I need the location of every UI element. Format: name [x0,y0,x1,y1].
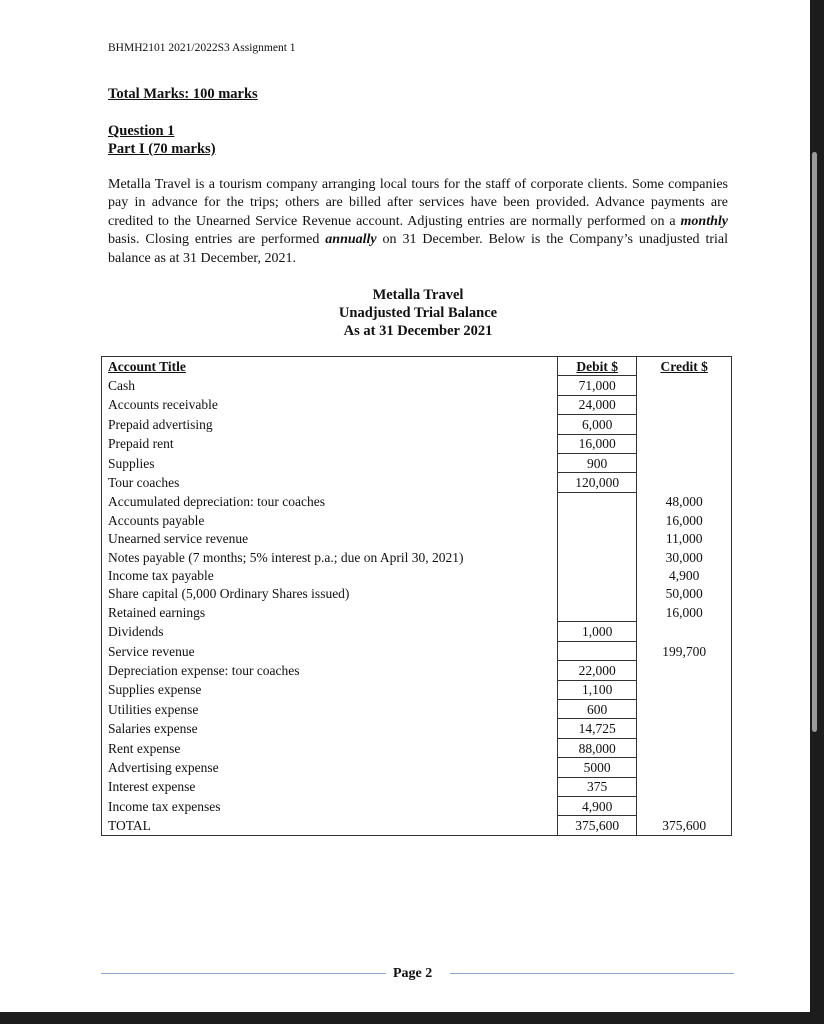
question-heading [108,122,216,158]
company-name: Metalla Travel [372,287,464,303]
credit-cell [637,415,732,434]
table-row [102,395,732,414]
table-row [102,641,732,660]
credit-cell: 375,600 [637,816,732,835]
table-row [102,700,732,719]
question-title: Question 1 [108,123,175,139]
account-title-cell: Service revenue [102,641,558,660]
credit-cell [637,395,732,414]
header-debit: Debit $ [557,357,637,376]
credit-cell [637,796,732,815]
table-row [102,719,732,738]
account-title-cell: Interest expense [102,777,558,796]
debit-cell: 24,000 [557,395,637,414]
emphasis-annually: annually [325,232,377,248]
debit-cell [557,641,637,660]
account-title-cell: Share capital (5,000 Ordinary Shares issued) [102,585,558,603]
table-row [102,661,732,680]
account-title-cell: Notes payable (7 months; 5% interest p.a.; due on April 30, 2021) [102,548,558,566]
debit-cell: 375,600 [557,816,637,835]
table-row [102,548,732,566]
footer-rule-left [101,973,386,974]
credit-cell: 16,000 [637,603,732,622]
credit-cell: 48,000 [637,492,732,511]
account-title-cell: Tour coaches [102,473,558,492]
paragraph-text-1: Metalla Travel is a tourism company arranging local tours for the staff of corporate clients. Some companies pay in advance for the trips; others are billed after services have been provided. Advance payments are credited to the Unearned Service Revenue account. Adjusting entries are normally performed on a [108,177,728,229]
account-title-cell: Supplies expense [102,680,558,699]
credit-cell [637,453,732,472]
credit-cell [637,777,732,796]
account-title-cell: Depreciation expense: tour coaches [102,661,558,680]
table-row [102,566,732,584]
intro-paragraph [108,176,728,268]
debit-cell [557,511,637,529]
footer-rule-right [450,973,734,974]
account-title-cell: Prepaid rent [102,434,558,453]
credit-cell [637,700,732,719]
debit-cell: 14,725 [557,719,637,738]
statement-date: As at 31 December 2021 [343,323,493,339]
trial-balance-table [101,356,732,836]
table-row [102,376,732,395]
credit-cell: 30,000 [637,548,732,566]
account-title-cell: Rent expense [102,738,558,757]
credit-cell [637,738,732,757]
header-account-title: Account Title [102,357,558,376]
account-title-cell: Dividends [102,622,558,641]
credit-cell: 16,000 [637,511,732,529]
credit-cell [637,376,732,395]
debit-cell: 16,000 [557,434,637,453]
table-row [102,473,732,492]
credit-cell [637,434,732,453]
credit-cell [637,758,732,777]
table-row [102,603,732,622]
debit-cell: 120,000 [557,473,637,492]
viewer-frame-bottom [0,1012,824,1024]
debit-cell [557,585,637,603]
debit-cell: 22,000 [557,661,637,680]
document-header: BHMH2101 2021/2022S3 Assignment 1 [108,42,296,54]
account-title-cell: Unearned service revenue [102,530,558,548]
paragraph-text-2: basis. Closing entries are performed [108,232,326,248]
credit-cell: 199,700 [637,641,732,660]
account-title-cell: Accounts receivable [102,395,558,414]
account-title-cell: TOTAL [102,816,558,835]
debit-cell: 6,000 [557,415,637,434]
table-row [102,453,732,472]
debit-cell [557,566,637,584]
debit-cell: 1,000 [557,622,637,641]
statement-title: Unadjusted Trial Balance [338,305,498,321]
credit-cell [637,473,732,492]
emphasis-monthly: monthly [680,213,728,229]
table-row [102,530,732,548]
debit-cell: 5000 [557,758,637,777]
debit-cell: 900 [557,453,637,472]
table-row [102,816,732,835]
account-title-cell: Supplies [102,453,558,472]
debit-cell: 600 [557,700,637,719]
table-row [102,680,732,699]
table-row [102,492,732,511]
credit-cell: 11,000 [637,530,732,548]
account-title-cell: Utilities expense [102,700,558,719]
table-row [102,585,732,603]
paragraph-text-3: on 31 December. Below is the Company’s unadjusted trial balance as at 31 December, 2021. [108,232,729,266]
debit-cell: 88,000 [557,738,637,757]
page-number: Page 2 [393,966,433,981]
total-marks: Total Marks: 100 marks [108,86,258,102]
header-credit: Credit $ [637,357,732,376]
debit-cell: 4,900 [557,796,637,815]
account-title-cell: Prepaid advertising [102,415,558,434]
debit-cell [557,492,637,511]
table-row [102,511,732,529]
table-row [102,738,732,757]
debit-cell [557,548,637,566]
account-title-cell: Cash [102,376,558,395]
debit-cell [557,603,637,622]
debit-cell: 375 [557,777,637,796]
account-title-cell: Income tax expenses [102,796,558,815]
account-title-cell: Advertising expense [102,758,558,777]
debit-cell: 71,000 [557,376,637,395]
table-row [102,796,732,815]
credit-cell [637,661,732,680]
account-title-cell: Retained earnings [102,603,558,622]
table-row [102,415,732,434]
debit-cell: 1,100 [557,680,637,699]
account-title-cell: Salaries expense [102,719,558,738]
account-title-cell: Income tax payable [102,566,558,584]
account-title-cell: Accounts payable [102,511,558,529]
table-row [102,622,732,641]
debit-cell [557,530,637,548]
scrollbar[interactable] [812,152,817,732]
table-row [102,758,732,777]
credit-cell: 4,900 [637,566,732,584]
account-title-cell: Accumulated depreciation: tour coaches [102,492,558,511]
table-header-row [102,357,732,376]
table-row [102,777,732,796]
credit-cell [637,622,732,641]
part-title: Part I (70 marks) [108,141,216,157]
credit-cell [637,680,732,699]
credit-cell [637,719,732,738]
credit-cell: 50,000 [637,585,732,603]
table-row [102,434,732,453]
